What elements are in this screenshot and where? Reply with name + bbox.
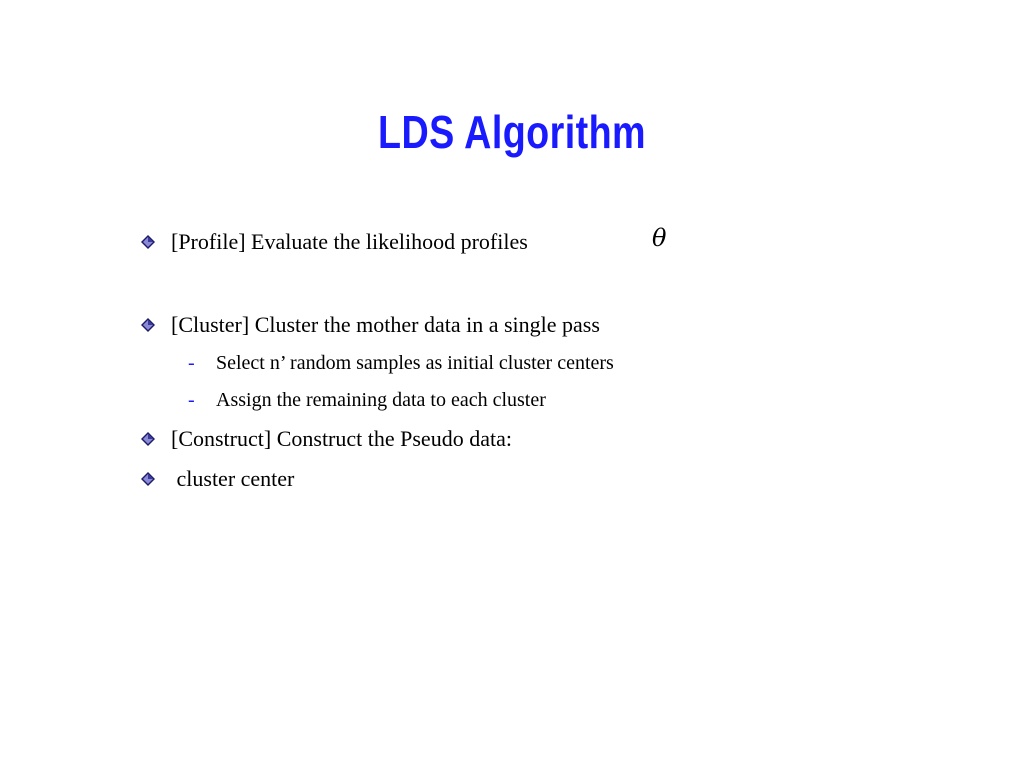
diamond-bullet-icon [141,432,155,446]
bullet-text: [Profile] Evaluate the likelihood profiles [171,229,528,254]
bullet-text: [Cluster] Cluster the mother data in a single pass [171,312,600,337]
theta-symbol: θ [652,224,667,252]
sub-bullet-text: Select n’ random samples as initial cluster centers [216,352,614,374]
diamond-bullet-icon [141,472,155,486]
dash-marker: - [188,352,195,374]
diamond-bullet-icon [141,235,155,249]
dash-marker: - [188,389,195,411]
sub-bullet-text: Assign the remaining data to each cluster [216,389,546,411]
bullet-text: [Construct] Construct the Pseudo data: [171,426,512,451]
bullet-text: cluster center [171,466,295,491]
slide-title: LDS Algorithm [378,106,646,158]
diamond-bullet-icon [141,318,155,332]
